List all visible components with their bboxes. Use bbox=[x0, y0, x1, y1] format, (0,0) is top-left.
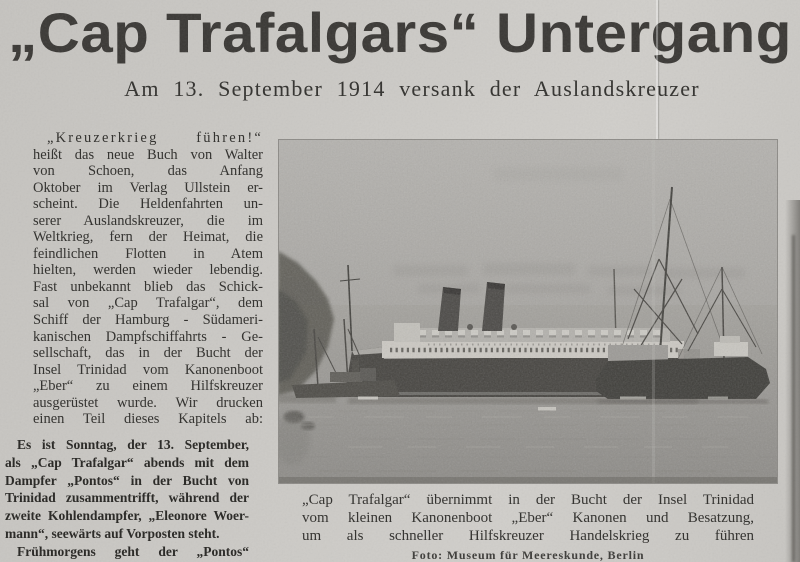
article-line: Frühmorgens geht der „Pontos“ bbox=[17, 543, 249, 559]
article-line: serer Auslandskreuzer, die im bbox=[33, 212, 263, 229]
article-line: scheint. Die Heldenfahrten un- bbox=[33, 196, 263, 213]
article-line: ausgerüstet wurde. Wir drucken bbox=[33, 394, 263, 411]
article-line: Oktober im Verlag Ullstein er- bbox=[33, 179, 263, 196]
article-line: Es ist Sonntag, der 13. September, bbox=[17, 437, 249, 452]
article-line: mann“, seewärts auf Vorposten steht. bbox=[5, 525, 220, 541]
photo-grain bbox=[278, 139, 778, 484]
article-line: Schiff der Hamburg - Südameri- bbox=[33, 312, 263, 329]
article-line: zweite Kohlendampfer, „Eleonore Woer- bbox=[5, 508, 249, 524]
article-line: Dampfer „Pontos“ in der Bucht von bbox=[5, 472, 249, 488]
article-line: heißt das neue Buch von Walter bbox=[33, 146, 263, 163]
subheadline: Am 13. September 1914 versank der Auslandskreuzer bbox=[124, 76, 700, 101]
ship-photo bbox=[278, 139, 778, 484]
article-line: Trinidad zusammentrifft, während der bbox=[5, 490, 249, 506]
caption-line: um als schneller Hilfskreuzer Handelskrieg zu führen bbox=[302, 528, 754, 544]
article-line: einen Teil dieses Kapitels ab: bbox=[33, 411, 263, 428]
article-line: „Eber“ zu einem Hilfskreuzer bbox=[33, 378, 263, 395]
article-line: Insel Trinidad vom Kanonenboot bbox=[33, 361, 263, 378]
article-line: von Schoen, das Anfang bbox=[33, 163, 263, 180]
article-line: hielten, werden wieder lebendig. bbox=[33, 262, 263, 279]
photo-caption bbox=[278, 491, 778, 562]
photo-bottom-edge bbox=[278, 477, 778, 484]
article-line: Fast unbekannt blieb das Schick- bbox=[33, 278, 263, 295]
article-line: als „Cap Trafalgar“ abends mit dem bbox=[5, 454, 249, 470]
caption-line: „Cap Trafalgar“ übernimmt in der Bucht der Insel Trinidad bbox=[302, 492, 754, 508]
article-line: Weltkrieg, fern der Heimat, die bbox=[33, 229, 263, 246]
article-paragraph-2 bbox=[5, 436, 249, 561]
article-line: sal von „Cap Trafalgar“, dem bbox=[33, 295, 263, 312]
photo-credit: Foto: Museum für Meereskunde, Berlin bbox=[411, 548, 645, 562]
article-line: feindlichen Flotten in Atem bbox=[33, 245, 263, 262]
caption-line: vom kleinen Kanonenboot „Eber“ Kanonen und Besatzung, bbox=[302, 510, 754, 526]
ship-photo-illustration bbox=[278, 139, 778, 484]
article-line: sellschaft, das in der Bucht der bbox=[33, 345, 263, 362]
page-edge-fold-line bbox=[792, 235, 795, 562]
paper-crease bbox=[656, 0, 658, 139]
article-paragraph-1 bbox=[33, 130, 263, 428]
article-line: kanischen Dampfschiffahrts - Ge- bbox=[33, 328, 263, 345]
headline: „Cap Trafalgars“ Untergang bbox=[8, 1, 792, 64]
article-line: „Kreuzerkrieg führen!“ bbox=[47, 130, 263, 146]
